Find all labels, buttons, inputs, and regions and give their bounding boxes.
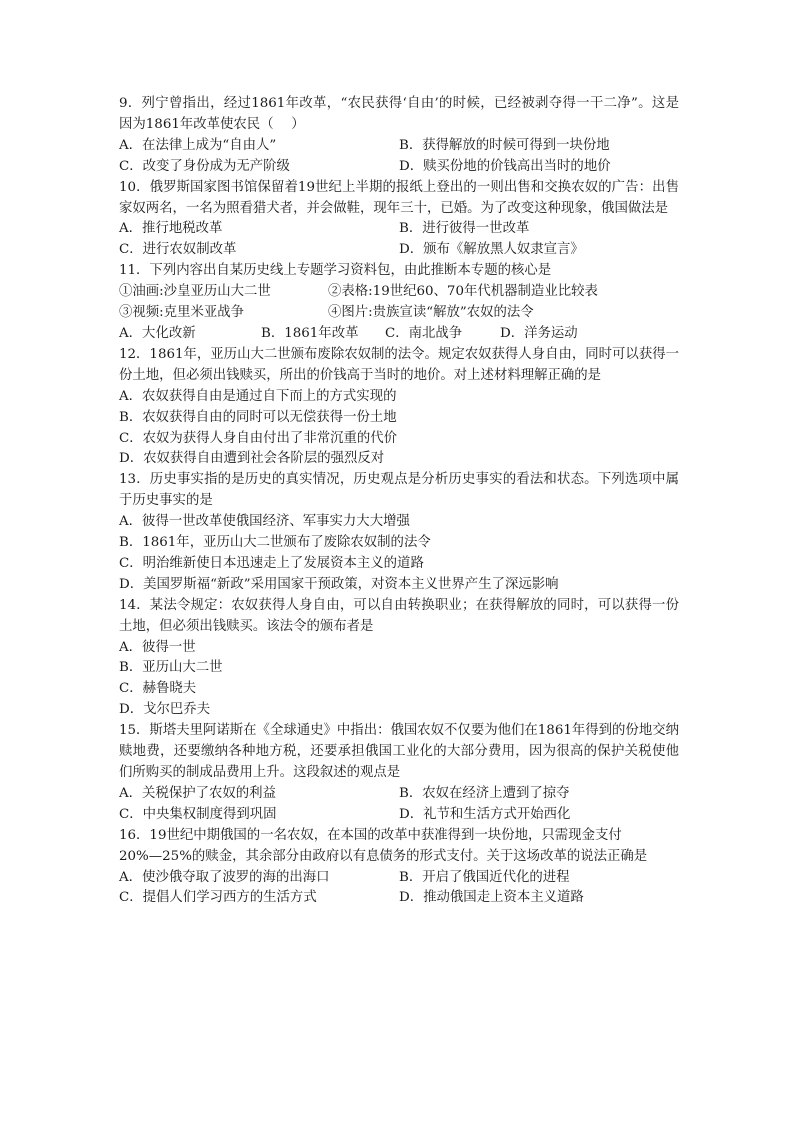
option-a[interactable]: A．使沙俄夺取了波罗的海的出海口	[119, 869, 330, 885]
option-d[interactable]: D．洋务运动	[500, 325, 578, 341]
question-14	[119, 596, 679, 721]
options-row	[119, 157, 679, 178]
option-a[interactable]: A．关税保护了农奴的利益	[119, 785, 276, 801]
option-c[interactable]: C．南北战争	[385, 325, 463, 341]
options-row	[119, 324, 679, 345]
options-row	[119, 136, 679, 157]
question-15	[119, 721, 679, 826]
options-row	[119, 888, 679, 909]
question-16	[119, 826, 679, 910]
option-b[interactable]: B．农奴在经济上遭到了掠夺	[399, 785, 570, 801]
option-d[interactable]: D．礼节和生活方式开始西化	[399, 806, 571, 822]
option-a[interactable]: A．彼得一世	[119, 639, 196, 655]
option-b[interactable]: B．1861年改革	[261, 325, 359, 341]
option-c[interactable]: C．农奴为获得人身自由付出了非常沉重的代价	[119, 430, 398, 446]
question-stem: 11．下列内容出自某历史线上专题学习资料包，由此推断本专题的核心是	[119, 263, 552, 279]
question-stem: 12．1861年，亚历山大二世颁布废除农奴制的法令。规定农奴获得人身自由，同时可以获得一份土地，但必须出钱赎买，所出的价钱高于当时的地价。对上述材料理解正确的是	[119, 346, 679, 383]
option-a[interactable]: A．推行地税改革	[119, 221, 223, 237]
option-c[interactable]: C．进行农奴制改革	[119, 242, 237, 258]
exam-page	[119, 94, 679, 909]
options-row	[119, 805, 679, 826]
question-stem-continued: 20%—25%的赎金，其余部分由政府以有息债务的形式支付。关于这场改革的说法正确是	[119, 848, 648, 864]
question-stem: 9．列宁曾指出，经过1861年改革，“农民获得‘自由’的时候，已经被剥夺得一干二净”。这是因为1861年改革使农民（ ）	[119, 96, 679, 132]
option-d[interactable]: D．农奴获得自由遭到社会各阶层的强烈反对	[119, 451, 385, 467]
options-row	[119, 784, 679, 805]
materials-row	[119, 282, 679, 303]
question-13	[119, 470, 679, 595]
options-row	[119, 868, 679, 889]
material-item: ①油画:沙皇亚历山大二世	[119, 284, 271, 300]
option-c[interactable]: C．中央集权制度得到巩固	[119, 806, 277, 822]
option-b[interactable]: B．开启了俄国近代化的进程	[399, 869, 570, 885]
materials-row	[119, 303, 679, 324]
question-9	[119, 94, 679, 178]
question-stem: 13．历史事实指的是历史的真实情况，历史观点是分析历史事实的看法和状态。下列选项中属于历史事实的是	[119, 472, 679, 509]
question-stem: 16．19世纪中期俄国的一名农奴，在本国的改革中获准得到一块份地，只需现金支付	[119, 827, 622, 843]
material-item: ④图片:贵族宣读“解放”农奴的法令	[328, 305, 534, 321]
material-item: ②表格:19世纪60、70年代机器制造业比较表	[328, 284, 598, 300]
option-b[interactable]: B．获得解放的时候可得到一块份地	[399, 137, 610, 153]
option-a[interactable]: A．在法律上成为“自由人”	[119, 137, 277, 153]
option-d[interactable]: D．戈尔巴乔夫	[119, 702, 211, 718]
question-11	[119, 261, 679, 345]
option-a[interactable]: A．农奴获得自由是通过自下而上的方式实现的	[119, 388, 397, 404]
option-a[interactable]: A．彼得一世改革使俄国经济、军事实力大大增强	[119, 514, 410, 530]
option-b[interactable]: B．进行彼得一世改革	[399, 221, 530, 237]
question-12	[119, 345, 679, 470]
question-stem: 15．斯塔夫里阿诺斯在《全球通史》中指出：俄国农奴不仅要为他们在1861年得到的份地交纳赎地费，还要缴纳各种地方税，还要承担俄国工业化的大部分费用，因为很高的保护关税使他们所购买的制成品费用上升。这段叙述的观点是	[119, 723, 679, 780]
option-c[interactable]: C．赫鲁晓夫	[119, 681, 197, 697]
option-c[interactable]: C．提倡人们学习西方的生活方式	[119, 890, 317, 906]
option-c[interactable]: C．改变了身份成为无产阶级	[119, 158, 290, 174]
option-d[interactable]: D．推动俄国走上资本主义道路	[399, 890, 584, 906]
option-c[interactable]: C．明治维新使日本迅速走上了发展资本主义的道路	[119, 555, 424, 571]
option-d[interactable]: D．赎买份地的价钱高出当时的地价	[399, 158, 611, 174]
option-d[interactable]: D．美国罗斯福“新政”采用国家干预政策，对资本主义世界产生了深远影响	[119, 576, 559, 592]
question-10	[119, 178, 679, 262]
options-row	[119, 219, 679, 240]
option-a[interactable]: A．大化改新	[119, 325, 196, 341]
question-stem: 10．俄罗斯国家图书馆保留着19世纪上半期的报纸上登出的一则出售和交换农奴的广告：出售家奴两名，一名为照看猎犬者，并会做鞋，现年三十，已婚。为了改变这种现象，俄国做法是	[119, 179, 679, 216]
option-b[interactable]: B．亚历山大二世	[119, 660, 223, 676]
option-b[interactable]: B．1861年，亚历山大二世颁布了废除农奴制的法令	[119, 535, 431, 551]
option-d[interactable]: D．颁布《解放黑人奴隶宣言》	[399, 242, 584, 258]
options-row	[119, 240, 679, 261]
option-b[interactable]: B．农奴获得自由的同时可以无偿获得一份土地	[119, 409, 397, 425]
question-stem: 14．某法令规定：农奴获得人身自由，可以自由转换职业；在获得解放的同时，可以获得一份土地，但必须出钱赎买。该法令的颁布者是	[119, 597, 679, 634]
material-item: ③视频:克里米亚战争	[119, 305, 245, 321]
